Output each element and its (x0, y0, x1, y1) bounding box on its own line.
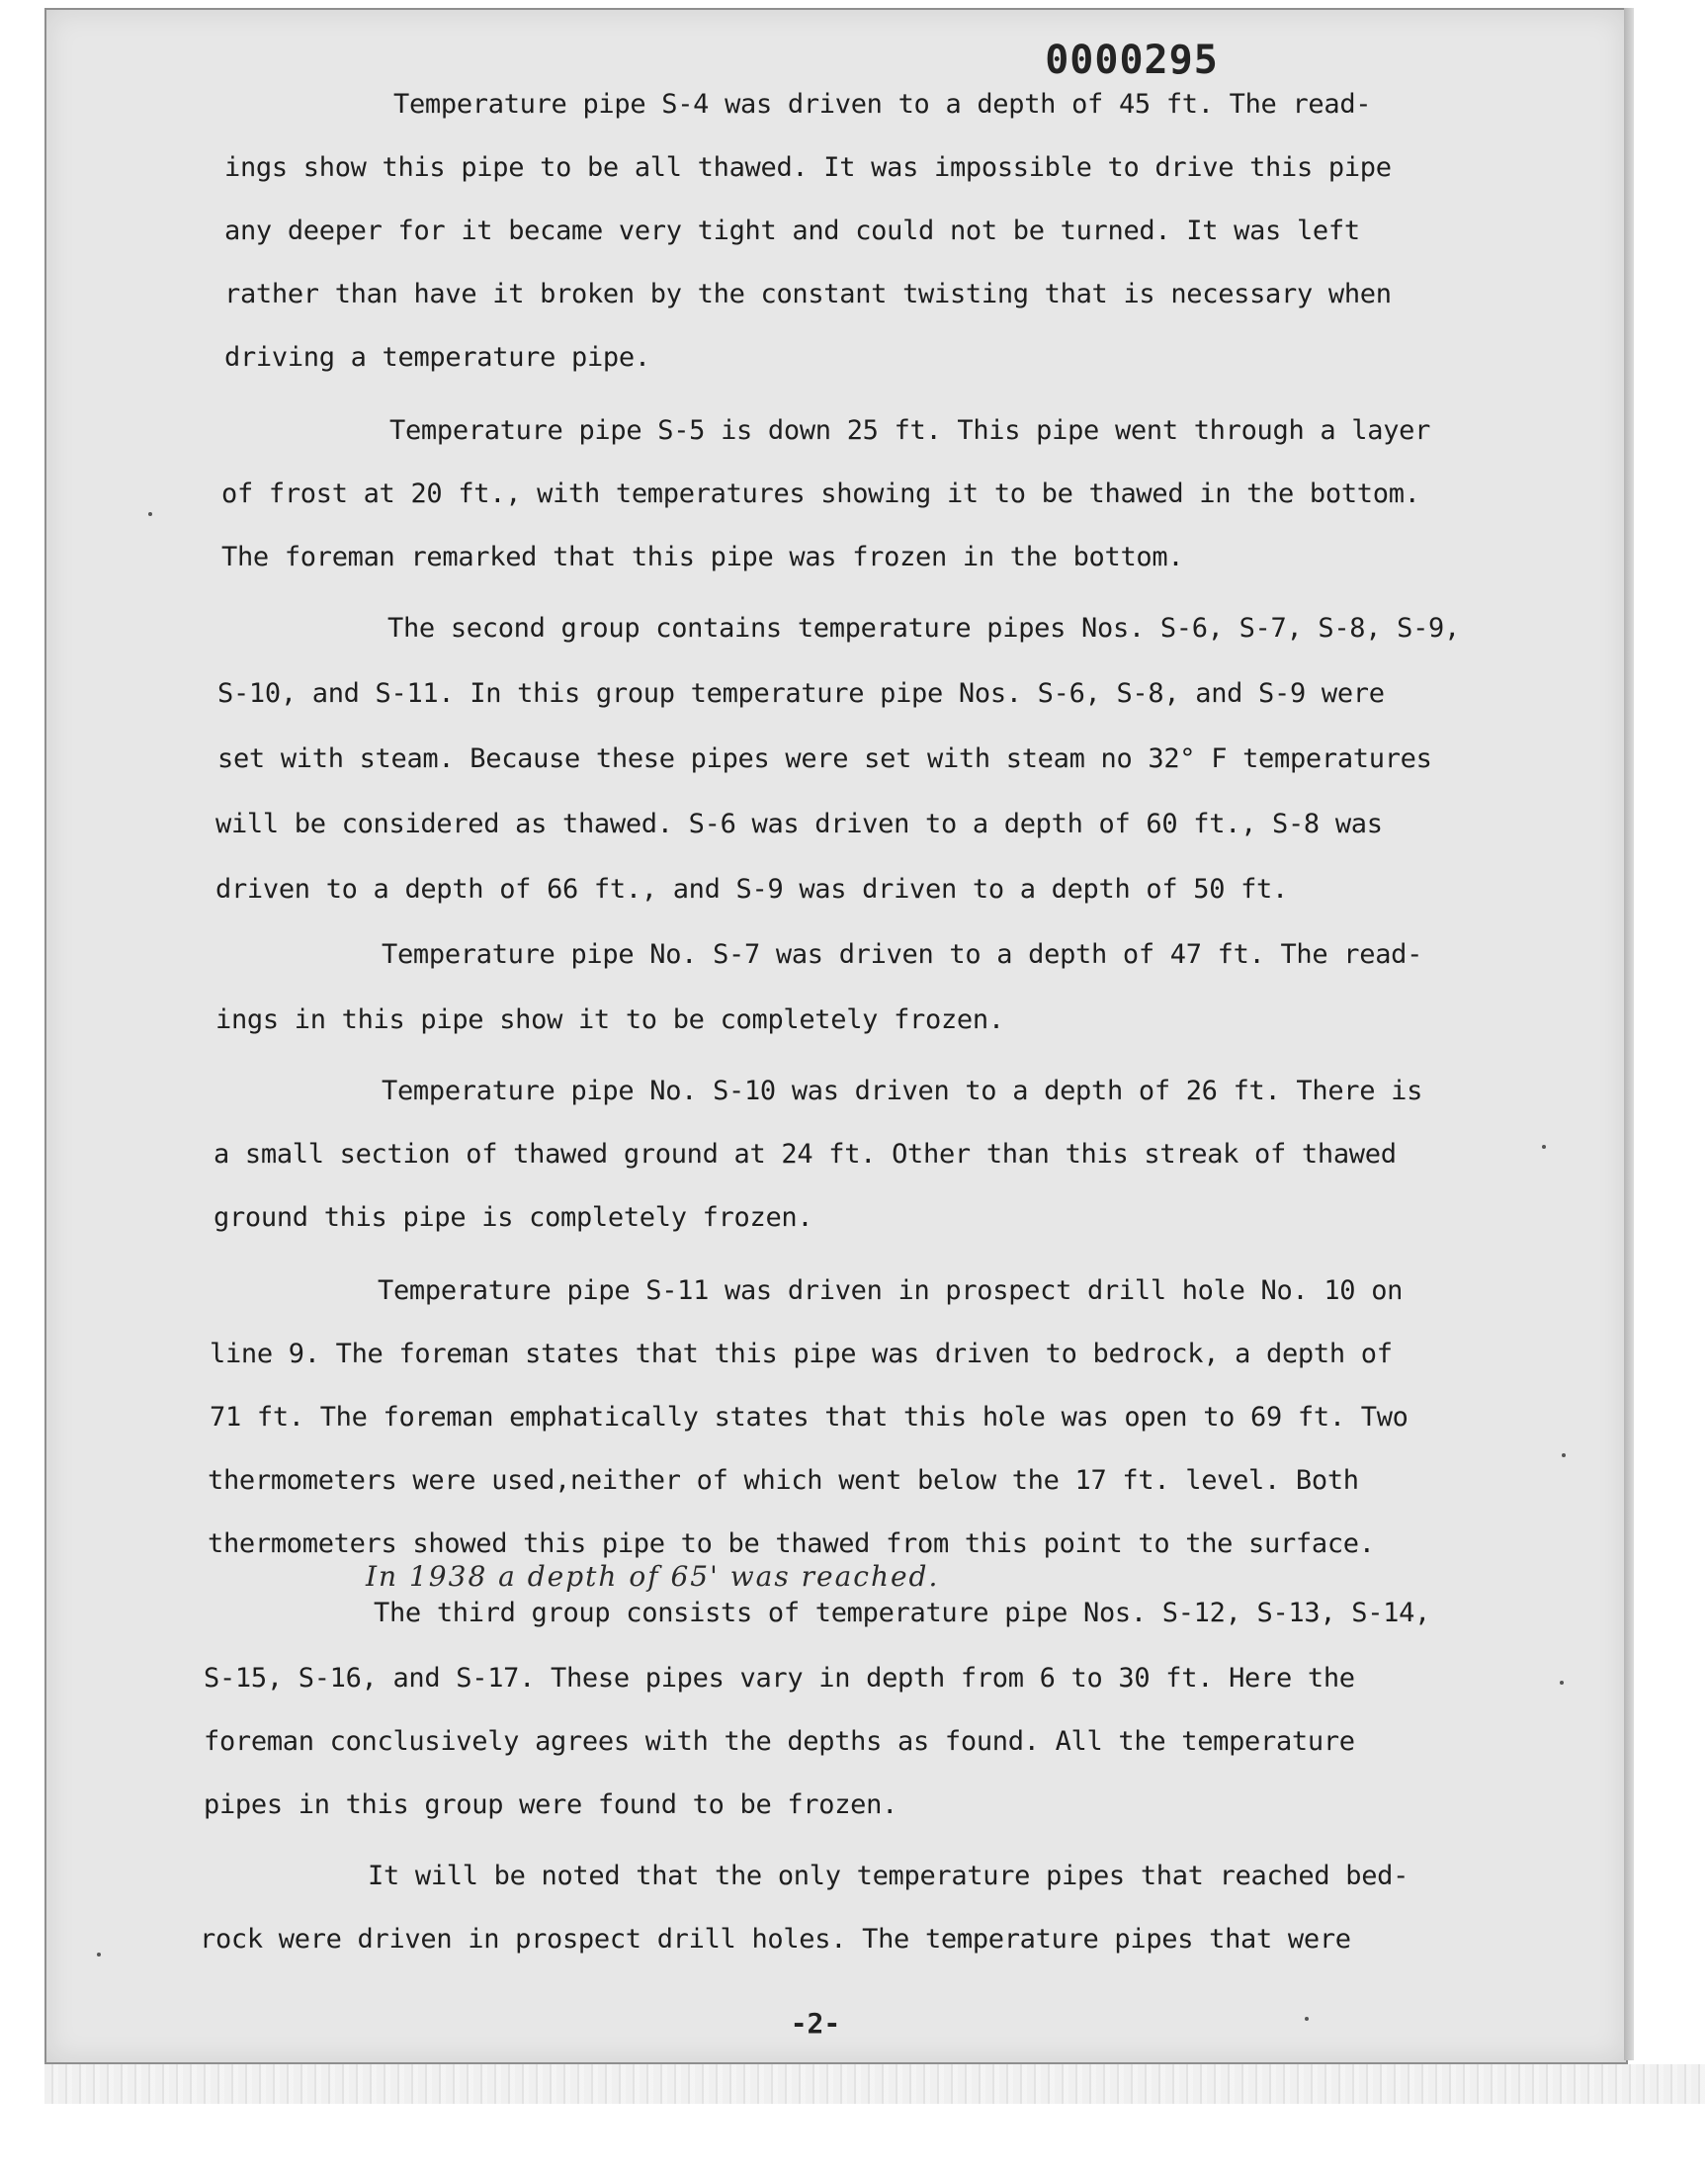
text-line: The foreman remarked that this pipe was frozen in the bottom. (221, 542, 1184, 572)
text-line: of frost at 20 ft., with temperatures showing it to be thawed in the bottom. (221, 478, 1420, 509)
text-line: Temperature pipe No. S-7 was driven to a depth of 47 ft. The read- (382, 939, 1423, 970)
text-line: ground this pipe is completely frozen. (214, 1202, 813, 1233)
text-line: ings in this pipe show it to be completely frozen. (215, 1004, 1004, 1035)
scan-edge-strip (44, 2064, 1705, 2104)
text-line: It will be noted that the only temperature pipes that reached bed- (368, 1861, 1409, 1891)
text-line: driven to a depth of 66 ft., and S-9 was driven to a depth of 50 ft. (215, 874, 1288, 905)
document-stamp-number: 0000295 (1045, 38, 1219, 83)
text-line: Temperature pipe S-11 was driven in prospect drill hole No. 10 on (378, 1275, 1404, 1306)
page-number: -2- (790, 2007, 841, 2040)
text-line: Temperature pipe S-4 was driven to a depth of 45 ft. The read- (393, 89, 1372, 120)
text-line: line 9. The foreman states that this pipe was driven to bedrock, a depth of (210, 1339, 1393, 1369)
text-line: pipes in this group were found to be frozen. (204, 1789, 898, 1820)
scan-speck (148, 512, 152, 516)
text-line: 71 ft. The foreman emphatically states that this hole was open to 69 ft. Two (210, 1402, 1409, 1433)
handwritten-annotation: In 1938 a depth of 65' was reached. (366, 1560, 940, 1593)
text-line: driving a temperature pipe. (224, 342, 650, 373)
scan-speck (1560, 1681, 1564, 1685)
text-line: foreman conclusively agrees with the depths as found. All the temperature (204, 1726, 1355, 1757)
text-line: a small section of thawed ground at 24 ft. Other than this streak of thawed (214, 1139, 1397, 1170)
scan-speck (1542, 1145, 1546, 1149)
text-line: rather than have it broken by the constant twisting that is necessary when (224, 279, 1392, 309)
text-line: Temperature pipe S-5 is down 25 ft. This pipe went through a layer (389, 415, 1431, 446)
text-line: Temperature pipe No. S-10 was driven to a depth of 26 ft. There is (382, 1076, 1423, 1106)
text-line: thermometers were used,neither of which went below the 17 ft. level. Both (208, 1465, 1359, 1496)
text-line: S-10, and S-11. In this group temperature pipe Nos. S-6, S-8, and S-9 were (217, 678, 1385, 709)
text-line: The second group contains temperature pipes Nos. S-6, S-7, S-8, S-9, (387, 613, 1460, 644)
page-edge-shadow (1624, 8, 1634, 2060)
text-line: ings show this pipe to be all thawed. It was impossible to drive this pipe (224, 152, 1392, 183)
scan-speck (1562, 1453, 1566, 1457)
scan-speck (97, 1953, 101, 1957)
text-line: thermometers showed this pipe to be thawed from this point to the surface. (208, 1528, 1375, 1559)
text-line: The third group consists of temperature pipe Nos. S-12, S-13, S-14, (374, 1598, 1431, 1628)
text-line: rock were driven in prospect drill holes. The temperature pipes that were (200, 1924, 1351, 1955)
scan-speck (1305, 2017, 1309, 2021)
text-line: set with steam. Because these pipes were set with steam no 32° F temperatures (217, 743, 1432, 774)
text-line: any deeper for it became very tight and could not be turned. It was left (224, 216, 1360, 246)
text-line: S-15, S-16, and S-17. These pipes vary in depth from 6 to 30 ft. Here the (204, 1663, 1355, 1694)
text-line: will be considered as thawed. S-6 was driven to a depth of 60 ft., S-8 was (215, 809, 1383, 839)
